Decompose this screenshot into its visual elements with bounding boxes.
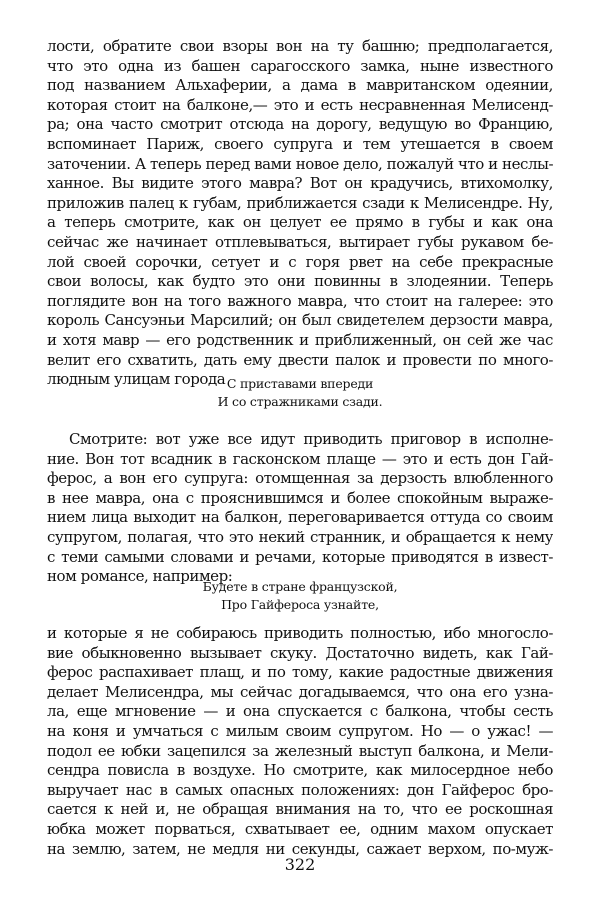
text-line: и которые я не собираюсь приводить полностью, ибо многосло- [47,624,553,642]
text-line: сендра повисла в воздухе. Но смотрите, как милосердное небо [47,761,553,780]
text-line: заточении. А теперь перед вами новое дело, пожалуй что и неслы- [47,154,553,173]
text-line: ферос распахивает плащ, и по тому, какие радостные движения [47,663,553,682]
text-line: вспоминает Париж, своего супруга и тем утешается в своем [47,134,553,153]
text-line: сается к ней и, не обращая внимания на то, что ее роскошная [47,800,553,819]
text-line: что это одна из башен сарагосского замка, ныне известного [47,56,553,75]
text-line: которая стоит на балконе,— это и есть несравненная Мелисенд- [47,95,553,114]
text-line: ра; она часто смотрит отсюда на дорогу, ведущую во Францию, [47,115,553,134]
text-line: свои волосы, как будто это они повинны в злодеянии. Теперь [47,272,553,291]
text-line: вие обыкновенно вызывает скуку. Достаточно видеть, как Гай- [47,643,553,662]
text-line: король Сансуэньи Марсилий; он был свидетелем дерзости мавра, [47,311,553,330]
paragraph-3 [47,624,553,859]
paragraph-1 [47,37,553,390]
verse-line: И со стражниками сзади. [217,394,383,409]
text-line: супругом, полагая, что это некий странник, и обращается к нему [47,527,553,546]
text-line: поглядите вон на того важного мавра, что стоит на галерее: это [47,291,553,310]
text-line: делает Мелисендра, мы сейчас догадываемся, что она его узна- [47,682,553,701]
paragraph-2 [47,430,553,587]
text-line: с теми самыми словами и речами, которые приводятся в извест- [47,547,553,566]
text-line: лости, обратите свои взоры вон на ту башню; предполагается, [47,37,553,55]
text-line: в нее мавра, она с прояснившимся и более спокойным выраже- [47,488,553,507]
text-line: ном романсе, например: [47,567,233,586]
text-line: Смотрите: вот уже все идут приводить приговор в исполне- [69,430,553,448]
text-line: людным улицам города [47,370,226,389]
text-line: а теперь смотрите, как он целует ее прямо в губы и как она [47,213,553,232]
verse-line: Про Гайфероса узнайте, [221,597,379,612]
verse-quote-1 [0,375,600,411]
text-line: сейчас же начинает отплевываться, вытирает губы рукавом бе- [47,232,553,251]
text-line: подол ее юбки зацепился за железный выступ балкона, и Мели- [47,741,553,760]
text-line: велит его схватить, дать ему двести палок и провести по много- [47,350,553,369]
text-line: и хотя мавр — его родственник и приближенный, он сей же час [47,330,553,349]
verse-line: Будете в стране французской, [202,579,398,594]
text-line: ханное. Вы видите этого мавра? Вот он крадучись, втихомолку, [47,174,553,193]
page-number: 322 [284,855,316,874]
text-line: приложив палец к губам, приближается сзади к Мелисендре. Ну, [47,193,553,212]
text-line: ферос, а вон его супруга: отомщенная за дерзость влюбленного [47,469,553,488]
text-line: под названием Альхаферии, а дама в мавританском одеянии, [47,76,553,95]
text-line: лой своей сорочки, сетует и с горя рвет на себе прекрасные [47,252,553,271]
text-line: на коня и умчаться с милым своим супругом. Но — о ужас! — [47,721,553,740]
text-line: нием лица выходит на балкон, переговаривается оттуда со своим [47,508,553,527]
text-line: на землю, затем, не медля ни секунды, сажает верхом, по-муж- [47,839,553,858]
verse-quote-2 [0,578,600,614]
text-line: выручает нас в самых опасных положениях: дон Гайферос бро- [47,780,553,799]
text-line: ние. Вон тот всадник в гасконском плаще — это и есть дон Гай- [47,449,553,468]
verse-line: С приставами впереди [226,376,374,391]
text-line: юбка может порваться, схватывает ее, одним махом опускает [47,819,553,838]
text-line: ла, еще мгновение — и она спускается с балкона, чтобы сесть [47,702,553,721]
